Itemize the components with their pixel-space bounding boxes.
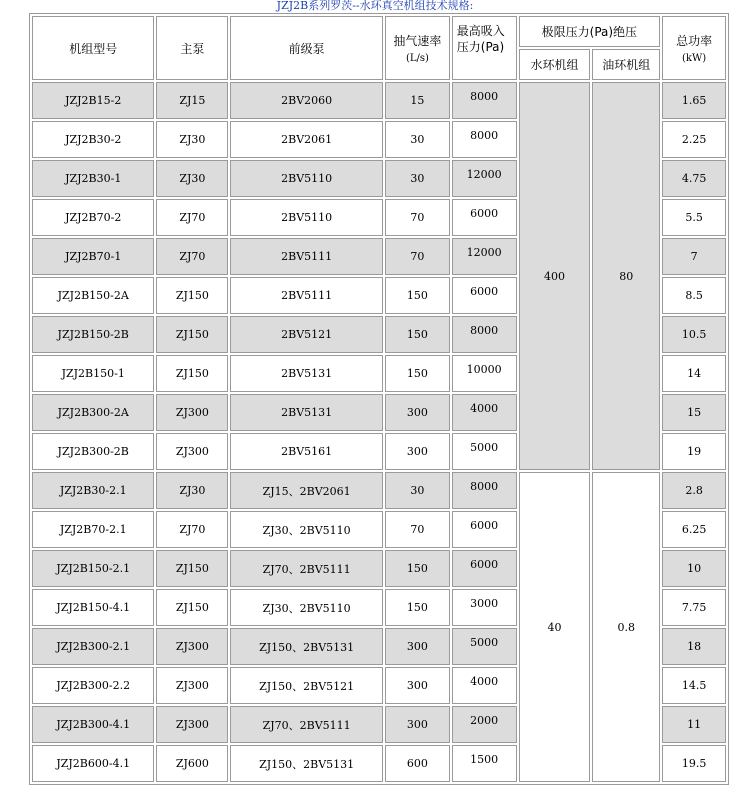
cell-max-inlet-pressure-text: 12000 [466,168,502,181]
cell-pumping-speed-text: 150 [406,367,428,380]
cell-model [32,355,154,392]
cell-backing-pump [230,472,383,509]
cell-total-power-text: 15 [687,406,702,419]
cell-backing-pump [230,238,383,275]
cell-pumping-speed [385,277,450,314]
cell-max-inlet-pressure-text: 2000 [470,714,499,727]
cell-main-pump [156,511,228,548]
cell-main-pump-text: ZJ30 [179,484,206,497]
cell-ultimate-water-ring-text: 40 [547,620,562,634]
cell-main-pump [156,82,228,119]
cell-max-inlet-pressure [452,628,517,665]
cell-backing-pump-text: ZJ70、2BV5111 [262,718,351,732]
cell-total-power-text: 7 [690,250,698,263]
cell-total-power [662,667,726,704]
cell-main-pump [156,433,228,470]
cell-total-power [662,82,726,119]
header-water-ring: 水环机组 [519,49,591,80]
cell-pumping-speed-text: 600 [406,757,428,770]
header-total-power-label: 总功率 [676,34,713,48]
cell-pumping-speed [385,511,450,548]
cell-ultimate-water-ring [519,472,591,782]
cell-ultimate-water-ring [519,82,591,470]
cell-main-pump-text: ZJ150 [175,367,209,380]
cell-total-power [662,394,726,431]
cell-max-inlet-pressure [452,394,517,431]
cell-ultimate-oil-ring [592,472,660,782]
cell-pumping-speed-text: 70 [410,211,425,224]
header-main-pump: 主泵 [156,16,228,80]
cell-max-inlet-pressure [452,199,517,236]
cell-pumping-speed-text: 30 [410,172,425,185]
cell-backing-pump [230,511,383,548]
cell-total-power [662,550,726,587]
cell-pumping-speed [385,121,450,158]
cell-main-pump [156,316,228,353]
cell-total-power-text: 2.25 [681,133,707,146]
cell-ultimate-oil-ring-text: 80 [619,269,634,283]
cell-model [32,277,154,314]
cell-model-text: JZJ2B150-2B [57,328,129,341]
cell-pumping-speed [385,628,450,665]
cell-total-power-text: 19.5 [681,757,707,770]
cell-main-pump [156,121,228,158]
cell-total-power-text: 10 [687,562,702,575]
cell-max-inlet-pressure-text: 6000 [470,558,499,571]
cell-total-power [662,511,726,548]
cell-total-power-text: 11 [687,718,702,731]
cell-model-text: JZJ2B300-2A [57,406,129,419]
cell-backing-pump-text: 2BV5111 [281,250,333,263]
cell-model [32,589,154,626]
cell-model [32,160,154,197]
cell-total-power-text: 1.65 [681,94,707,107]
cell-main-pump [156,472,228,509]
cell-max-inlet-pressure [452,706,517,743]
cell-total-power [662,316,726,353]
cell-model-text: JZJ2B30-2 [65,133,122,146]
cell-backing-pump-text: 2BV5111 [281,289,333,302]
header-pumping-speed-label: 抽气速率 [393,34,442,48]
cell-total-power [662,199,726,236]
cell-main-pump-text: ZJ70 [179,211,206,224]
cell-pumping-speed-text: 150 [406,562,428,575]
cell-main-pump-text: ZJ300 [175,445,209,458]
cell-max-inlet-pressure-text: 6000 [470,285,499,298]
cell-backing-pump [230,628,383,665]
cell-pumping-speed [385,160,450,197]
cell-max-inlet-pressure [452,82,517,119]
cell-model-text: JZJ2B300-2.2 [56,679,131,692]
cell-backing-pump-text: 2BV2061 [281,133,333,146]
header-ultimate-pressure: 极限压力(Pa)绝压 [519,16,661,47]
cell-pumping-speed [385,745,450,782]
cell-backing-pump [230,355,383,392]
cell-model-text: JZJ2B300-4.1 [56,718,131,731]
cell-pumping-speed [385,550,450,587]
cell-max-inlet-pressure [452,433,517,470]
cell-model-text: JZJ2B300-2B [57,445,129,458]
cell-total-power-text: 4.75 [681,172,707,185]
cell-ultimate-water-ring-text: 400 [543,269,565,283]
cell-main-pump-text: ZJ15 [179,94,206,107]
cell-main-pump [156,745,228,782]
cell-total-power [662,160,726,197]
cell-ultimate-oil-ring-text: 0.8 [617,620,636,634]
cell-model-text: JZJ2B70-1 [65,250,122,263]
cell-backing-pump [230,277,383,314]
cell-pumping-speed [385,589,450,626]
cell-model-text: JZJ2B150-2A [57,289,129,302]
spec-table [29,13,729,785]
cell-model-text: JZJ2B70-2.1 [59,523,127,536]
cell-backing-pump [230,745,383,782]
cell-total-power [662,238,726,275]
cell-max-inlet-pressure [452,238,517,275]
cell-pumping-speed-text: 15 [410,94,425,107]
cell-model [32,82,154,119]
cell-main-pump-text: ZJ150 [175,601,209,614]
cell-backing-pump [230,706,383,743]
cell-backing-pump-text: 2BV5121 [281,328,333,341]
cell-backing-pump [230,589,383,626]
cell-model [32,472,154,509]
cell-pumping-speed-text: 150 [406,328,428,341]
cell-max-inlet-pressure-text: 6000 [470,519,499,532]
cell-ultimate-oil-ring [592,82,660,470]
cell-backing-pump-text: 2BV2060 [281,94,333,107]
table-caption: JZJ2B系列罗茨--水环真空机组技术规格: [276,0,474,12]
cell-main-pump [156,394,228,431]
cell-main-pump [156,238,228,275]
cell-main-pump-text: ZJ70 [179,250,206,263]
cell-backing-pump [230,667,383,704]
cell-model-text: JZJ2B150-4.1 [56,601,131,614]
cell-pumping-speed-text: 300 [406,406,428,419]
cell-model-text: JZJ2B70-2 [65,211,122,224]
cell-max-inlet-pressure [452,160,517,197]
cell-total-power-text: 18 [687,640,702,653]
table-row [32,82,726,119]
cell-backing-pump [230,316,383,353]
cell-main-pump [156,667,228,704]
cell-backing-pump-text: 2BV5131 [281,367,333,380]
cell-main-pump-text: ZJ150 [175,289,209,302]
cell-backing-pump [230,433,383,470]
cell-model [32,706,154,743]
cell-main-pump [156,550,228,587]
cell-backing-pump-text: 2BV5161 [281,445,333,458]
cell-main-pump-text: ZJ300 [175,718,209,731]
cell-pumping-speed [385,394,450,431]
cell-pumping-speed [385,238,450,275]
cell-total-power [662,589,726,626]
cell-pumping-speed-text: 300 [406,718,428,731]
cell-total-power [662,706,726,743]
cell-total-power [662,355,726,392]
cell-max-inlet-pressure-text: 5000 [470,636,499,649]
cell-model [32,628,154,665]
header-oil-ring: 油环机组 [592,49,660,80]
cell-max-inlet-pressure-text: 5000 [470,441,499,454]
cell-pumping-speed [385,82,450,119]
cell-max-inlet-pressure-text: 8000 [470,324,499,337]
cell-backing-pump [230,394,383,431]
cell-pumping-speed [385,667,450,704]
cell-model [32,121,154,158]
cell-total-power [662,628,726,665]
cell-model [32,511,154,548]
cell-max-inlet-pressure-text: 1500 [470,753,499,766]
cell-main-pump [156,589,228,626]
cell-backing-pump [230,550,383,587]
cell-max-inlet-pressure-text: 8000 [470,90,499,103]
cell-model-text: JZJ2B30-1 [65,172,122,185]
cell-backing-pump-text: ZJ150、2BV5131 [259,640,355,654]
header-max-inlet-pressure-label: 最高吸入压力(Pa) [456,24,505,54]
cell-backing-pump-text: 2BV5131 [281,406,333,419]
cell-model-text: JZJ2B150-2.1 [56,562,131,575]
cell-backing-pump-text: 2BV5110 [281,211,333,224]
cell-main-pump [156,706,228,743]
cell-main-pump [156,277,228,314]
cell-pumping-speed [385,355,450,392]
cell-main-pump-text: ZJ150 [175,562,209,575]
cell-backing-pump-text: ZJ30、2BV5110 [262,523,351,537]
cell-max-inlet-pressure [452,316,517,353]
cell-total-power-text: 10.5 [681,328,707,341]
cell-model [32,238,154,275]
cell-backing-pump-text: ZJ70、2BV5111 [262,562,351,576]
header-max-inlet-pressure [452,16,517,80]
cell-main-pump-text: ZJ30 [179,133,206,146]
cell-model-text: JZJ2B300-2.1 [56,640,131,653]
header-pumping-speed [385,16,450,80]
cell-pumping-speed-text: 300 [406,679,428,692]
cell-pumping-speed [385,706,450,743]
cell-model [32,667,154,704]
cell-total-power-text: 8.5 [685,289,703,302]
cell-main-pump-text: ZJ150 [175,328,209,341]
cell-pumping-speed-text: 150 [406,289,428,302]
cell-max-inlet-pressure [452,667,517,704]
cell-model-text: JZJ2B15-2 [65,94,122,107]
cell-max-inlet-pressure-text: 8000 [470,480,499,493]
cell-backing-pump-text: ZJ150、2BV5131 [259,757,355,771]
table-row [32,472,726,509]
cell-max-inlet-pressure-text: 4000 [470,402,499,415]
cell-main-pump [156,160,228,197]
cell-backing-pump [230,121,383,158]
cell-backing-pump-text: 2BV5110 [281,172,333,185]
cell-model-text: JZJ2B150-1 [61,367,125,380]
cell-main-pump [156,628,228,665]
cell-max-inlet-pressure-text: 4000 [470,675,499,688]
cell-pumping-speed-text: 150 [406,601,428,614]
table-body [32,82,726,782]
cell-total-power [662,121,726,158]
cell-max-inlet-pressure [452,589,517,626]
cell-total-power-text: 14 [687,367,702,380]
cell-pumping-speed-text: 30 [410,484,425,497]
cell-pumping-speed-text: 70 [410,250,425,263]
header-total-power-unit: (kW) [682,53,707,64]
cell-total-power [662,472,726,509]
cell-main-pump [156,199,228,236]
cell-max-inlet-pressure [452,277,517,314]
cell-total-power [662,277,726,314]
cell-model [32,745,154,782]
cell-backing-pump [230,199,383,236]
cell-backing-pump [230,160,383,197]
cell-backing-pump-text: ZJ30、2BV5110 [262,601,351,615]
cell-main-pump-text: ZJ300 [175,679,209,692]
cell-max-inlet-pressure [452,745,517,782]
cell-pumping-speed-text: 300 [406,445,428,458]
cell-total-power-text: 19 [687,445,702,458]
cell-max-inlet-pressure [452,472,517,509]
cell-total-power-text: 6.25 [681,523,707,536]
cell-total-power-text: 7.75 [681,601,707,614]
cell-total-power [662,433,726,470]
cell-pumping-speed [385,199,450,236]
cell-model [32,316,154,353]
cell-main-pump-text: ZJ600 [175,757,209,770]
cell-max-inlet-pressure [452,511,517,548]
header-model: 机组型号 [32,16,154,80]
header-pumping-speed-unit: (L/s) [405,53,429,64]
cell-max-inlet-pressure-text: 6000 [470,207,499,220]
cell-max-inlet-pressure-text: 8000 [470,129,499,142]
cell-max-inlet-pressure [452,121,517,158]
cell-max-inlet-pressure-text: 12000 [466,246,502,259]
cell-pumping-speed-text: 300 [406,640,428,653]
cell-pumping-speed-text: 30 [410,133,425,146]
cell-pumping-speed-text: 70 [410,523,425,536]
cell-model [32,199,154,236]
cell-backing-pump [230,82,383,119]
cell-backing-pump-text: ZJ150、2BV5121 [259,679,355,693]
cell-pumping-speed [385,472,450,509]
cell-model [32,550,154,587]
cell-total-power-text: 2.8 [685,484,703,497]
cell-max-inlet-pressure-text: 3000 [470,597,499,610]
cell-total-power-text: 14.5 [681,679,707,692]
header-backing-pump: 前级泵 [230,16,383,80]
cell-main-pump-text: ZJ30 [179,172,206,185]
cell-backing-pump-text: ZJ15、2BV2061 [262,484,351,498]
cell-main-pump-text: ZJ70 [179,523,206,536]
cell-pumping-speed [385,316,450,353]
cell-max-inlet-pressure [452,550,517,587]
cell-main-pump [156,355,228,392]
cell-pumping-speed [385,433,450,470]
header-total-power [662,16,726,80]
cell-model-text: JZJ2B600-4.1 [56,757,131,770]
cell-main-pump-text: ZJ300 [175,640,209,653]
cell-total-power-text: 5.5 [685,211,703,224]
cell-main-pump-text: ZJ300 [175,406,209,419]
cell-model [32,394,154,431]
cell-model-text: JZJ2B30-2.1 [59,484,127,497]
cell-model [32,433,154,470]
cell-max-inlet-pressure [452,355,517,392]
cell-max-inlet-pressure-text: 10000 [466,363,502,376]
cell-total-power [662,745,726,782]
